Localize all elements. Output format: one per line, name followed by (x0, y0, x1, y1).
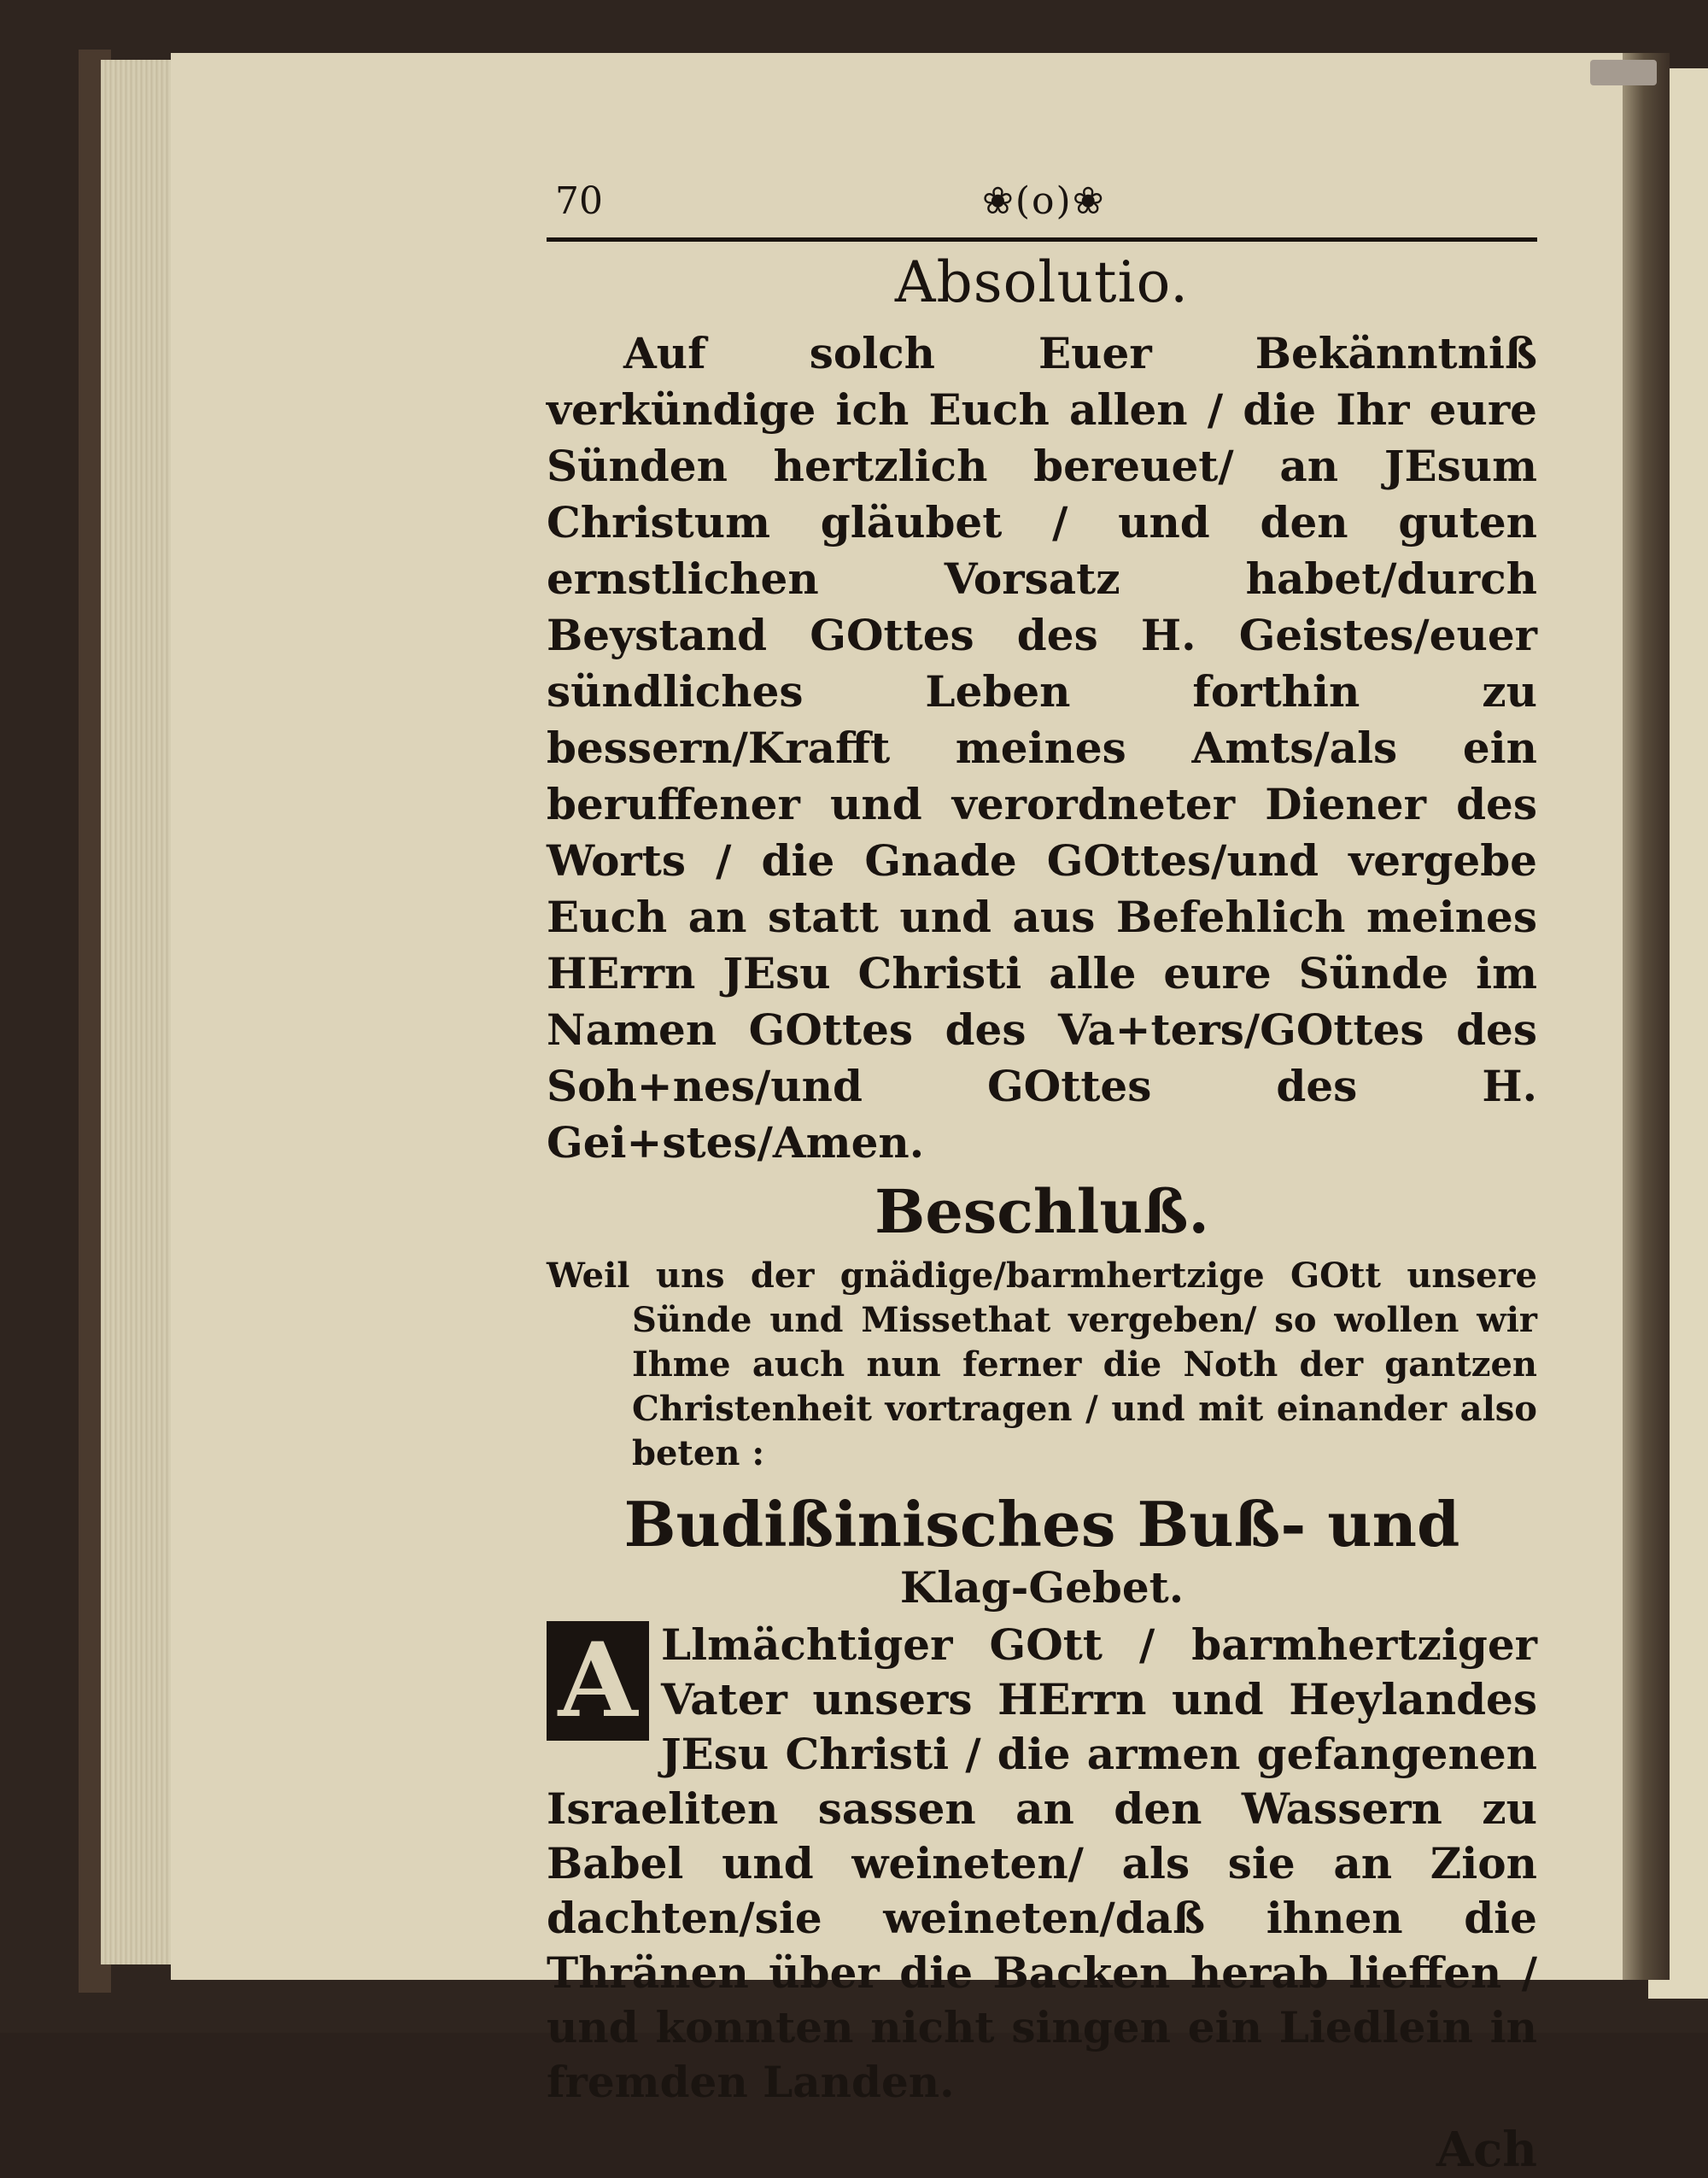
heading-gebet-line2: Klag-Gebet. (899, 1562, 1184, 1613)
running-header (547, 179, 1537, 234)
page-text-block (547, 179, 1537, 2178)
gebet-text: Llmächtiger GOtt / barmhertziger Vater unsers HErrn und Heylandes JEsu Christi / die armen gefangenen Israeliten sassen an den Wassern zu Babel und weineten/ als sie an Zion dachten/sie weineten/daß ihnen die Thränen über die Backen herab lieffen / und konnten nicht singen ein Liedlein in fremden Landen. (547, 1619, 1537, 2107)
heading-beschluss: Beschluß. (874, 1176, 1209, 1247)
drop-cap-initial: A (547, 1621, 649, 1741)
heading-absolutio: Absolutio. (894, 249, 1190, 315)
header-rule (547, 237, 1537, 242)
catchword: Ach (1436, 2122, 1537, 2178)
bookmark-ribbon (1590, 60, 1657, 85)
page-number: 70 (555, 179, 603, 223)
heading-gebet-line1: Budißinisches Buß- und (623, 1488, 1460, 1560)
gebet-text-block (547, 1618, 1537, 2110)
beschluss-text: Weil uns der gnädige/barmhertzige GOtt unsere Sünde und Missethat vergeben/ so wollen wir Ihme auch nun ferner die Noth der gantzen Christenheit vortragen / und mit einander also beten : (547, 1256, 1537, 1473)
header-ornament: ❀(o)❀ (982, 179, 1106, 223)
book-gutter (1623, 53, 1670, 1980)
absolutio-text: Auf solch Euer Bekänntniß verkündige ich Euch allen / die Ihr eure Sünden hertzlich bereuet/ an JEsum Christum gläubet / und den guten ernstlichen Vorsatz habet/durch Beystand GOttes des H. Geistes/euer sündliches Leben forthin zu bessern/Krafft meines Amts/als ein beruffener und verordneter Diener des Worts / die Gnade GOttes/und vergebe Euch an statt und aus Befehlich meines HErrn JEsu Christi alle eure Sünde im Namen GOttes des Va+ters/GOttes des Soh+nes/und GOttes des H. Gei+stes/Amen. (547, 328, 1537, 1168)
